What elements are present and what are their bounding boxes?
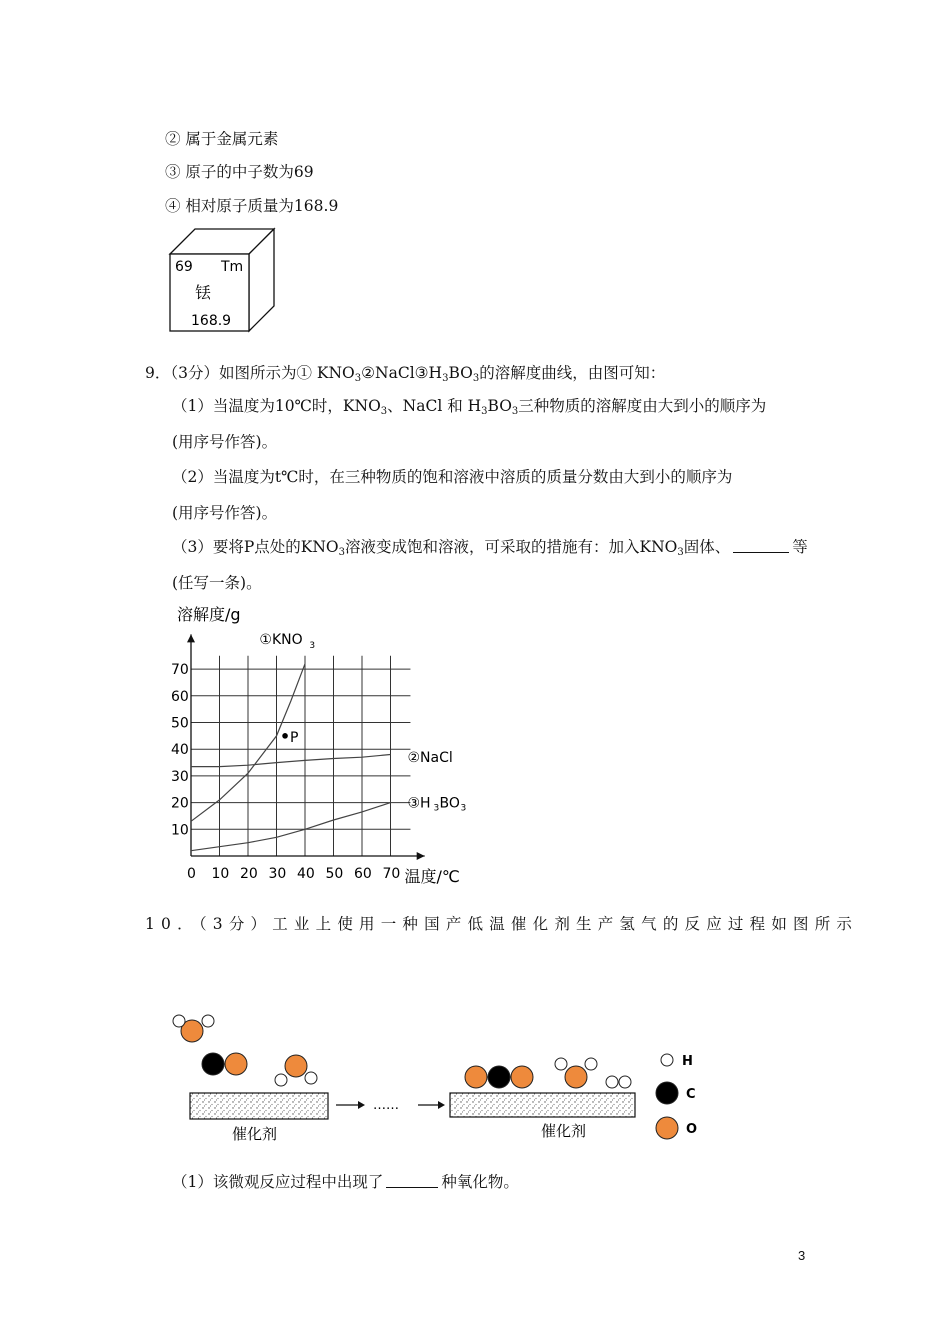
q9-header: 9．（3分）如图所示为① $KNO_3②NaCl③H_3BO_3$的溶解度曲线，由图可知：	[145, 364, 666, 384]
q8-option-2: ② 属于金属元素	[165, 130, 279, 148]
q10-sub1: （1）该微观反应过程中出现了 种氧化物。	[172, 1173, 519, 1191]
q8-option-4: ④ 相对原子质量为168.9	[165, 197, 339, 215]
q9-sub3-line2: (任写一条)。	[172, 574, 262, 592]
water-molecule-right	[555, 1058, 597, 1088]
q8-option-3: ③ 原子的中子数为69	[165, 163, 314, 181]
element-number: 69	[175, 259, 193, 275]
water-molecule-adsorbed	[275, 1055, 317, 1086]
legend-o: O	[686, 1122, 698, 1137]
element-mass: 168.9	[191, 313, 232, 329]
element-name: 铥	[195, 283, 212, 302]
kno3-label-sub: 3	[309, 641, 316, 651]
q9-sub3: （3）要将P点处的$KNO_3$溶液变成饱和溶液，可采取的措施有：加入$KNO_3$固体、 等	[172, 538, 808, 558]
y-tick-label: 70	[171, 662, 189, 679]
y-tick-label: 40	[171, 742, 189, 759]
water-molecule	[173, 1015, 214, 1042]
legend-h: H	[682, 1054, 693, 1069]
legend-c: C	[686, 1087, 696, 1102]
h3bo3-label: ③H	[407, 795, 431, 812]
point-p-label: P	[290, 729, 299, 746]
h3bo3-label-sub: 3	[433, 803, 440, 814]
x-axis-title: 温度/℃	[404, 867, 460, 886]
x-tick-label: 30	[268, 866, 287, 882]
y-tick-label: 20	[171, 795, 189, 812]
point-p	[282, 733, 288, 739]
nacl-curve	[191, 755, 391, 767]
q10-header: 10．（3分）工业上使用一种国产低温催化剂生产氢气的反应过程如图所示	[145, 915, 859, 933]
catalyst-block-left	[190, 1093, 328, 1119]
y-tick-label: 60	[171, 688, 189, 705]
x-axis-arrow	[417, 852, 425, 860]
y-tick-label: 30	[171, 768, 189, 785]
solubility-chart	[165, 600, 485, 890]
x-tick-label: 60	[354, 866, 372, 882]
h3bo3-label-sub2: 3	[460, 803, 467, 814]
y-axis-title: 溶解度/g	[177, 605, 241, 624]
reaction-diagram	[160, 1005, 720, 1150]
h2-molecule	[606, 1076, 631, 1088]
q9-sub2-line2: (用序号作答)。	[172, 504, 278, 522]
q9-sub1-line2: (用序号作答)。	[172, 433, 278, 451]
catalyst-label-right: 催化剂	[541, 1122, 587, 1140]
co-molecule	[202, 1053, 247, 1075]
kno3-label: ①KNO	[259, 632, 303, 648]
co2-molecule	[465, 1066, 533, 1088]
q9-sub1: （1）当温度为10℃时，$KNO_3$、NaCl 和 $H_3BO_3$三种物质的溶解度由大到小的顺序为	[172, 397, 767, 417]
q9-sub2: （2）当温度为t℃时，在三种物质的饱和溶液中溶质的质量分数由大到小的顺序为	[172, 468, 733, 486]
y-tick-label: 50	[171, 715, 189, 732]
nacl-label: ②NaCl	[407, 750, 453, 767]
answer-blank[interactable]	[386, 1173, 438, 1188]
catalyst-block-right	[450, 1093, 635, 1117]
answer-blank[interactable]	[733, 538, 789, 553]
x-tick-label: 20	[240, 866, 258, 882]
x-tick-label: 40	[297, 866, 315, 882]
h3bo3-label-end: BO	[439, 795, 460, 812]
y-tick-label: 10	[171, 822, 189, 839]
x-tick-label: 10	[211, 866, 230, 882]
x-tick-label: 50	[325, 866, 344, 882]
element-cell-figure	[165, 226, 280, 334]
h3bo3-curve	[191, 803, 391, 851]
x-tick-label: 0	[187, 866, 196, 882]
y-axis-arrow	[187, 634, 195, 642]
legend	[656, 1054, 697, 1139]
page-number: 3	[798, 1248, 806, 1263]
x-tick-label: 70	[382, 866, 401, 882]
ellipsis-dots: ……	[373, 1098, 399, 1113]
catalyst-label-left: 催化剂	[232, 1125, 278, 1143]
element-symbol: Tm	[221, 259, 244, 275]
